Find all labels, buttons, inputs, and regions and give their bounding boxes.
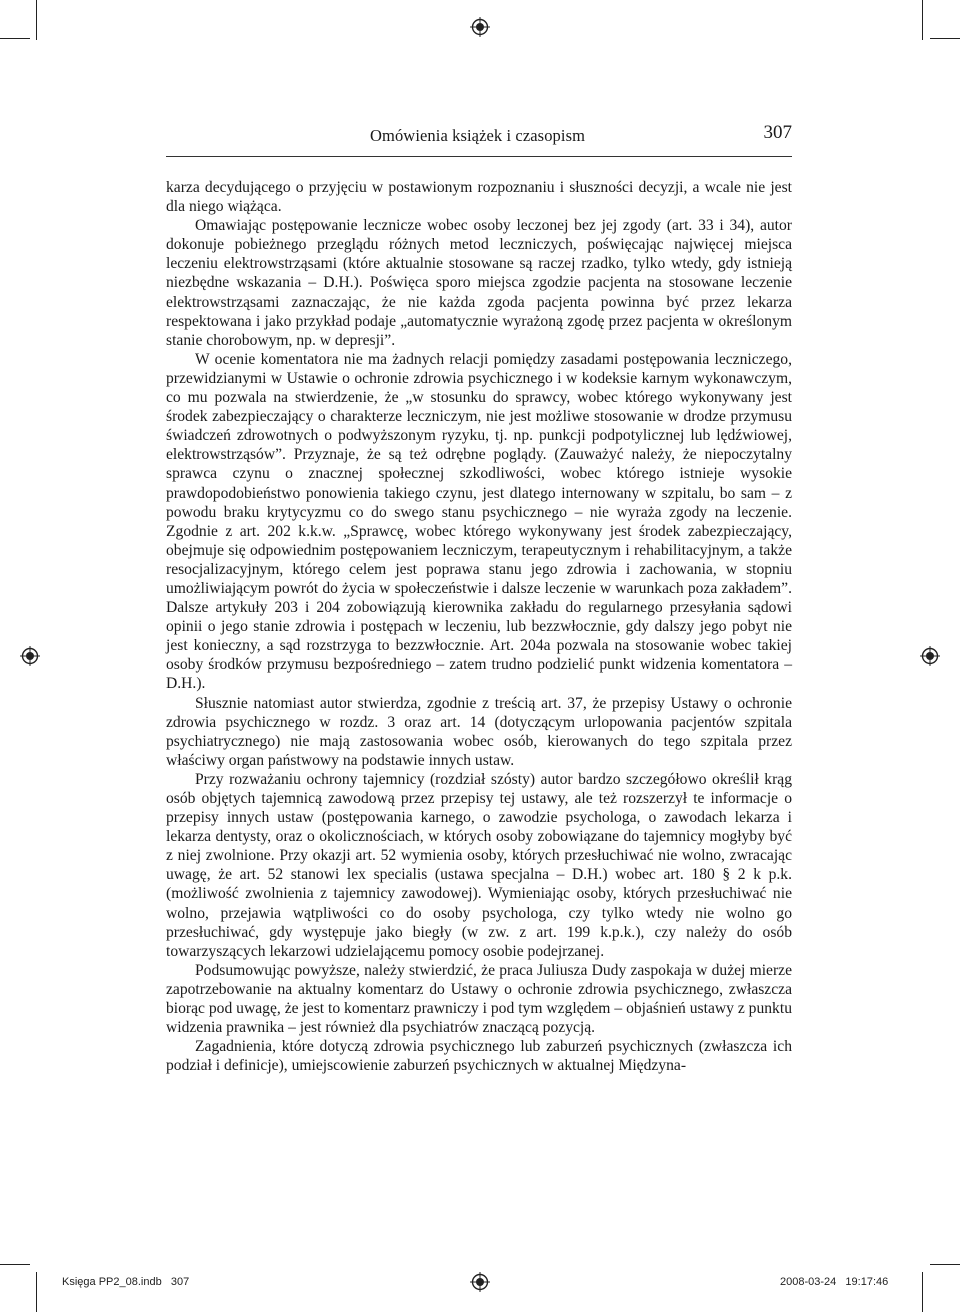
paragraph: Podsumowując powyższe, należy stwierdzić, że praca Juliusza Dudy zaspokaja w dużej mierze zapotrzebowanie na aktualny komentarz do Ustawy o ochronie zdrowia psychicznego, zwłaszcza biorąc pod uwagę, że jest to komentarz prawniczy i pod tym względem – objaśnień ustawy z punktu widzenia prawnika – jest również dla psychiatrów znaczącą pozycją.	[166, 961, 792, 1037]
crop-mark-top-right-horizontal	[930, 38, 960, 39]
paragraph: Omawiając postępowanie lecznicze wobec osoby leczonej bez jej zgody (art. 33 i 34), autor dokonuje pobieżnego przeglądu różnych metod leczniczych, poświęcając najwięcej miejsca leczeniu elektrowstrząsami (które aktualnie stosowane są raczej rzadko, tylko wtedy, gdy istnieją niezbędne wskazania – D.H.). Poświęca sporo miejsca zgodzie pacjenta na stosowane leczenie elektrowstrząsami zaznaczając, że nie każda zgoda pacjenta powinna być przez lekarza respektowana i jako przykład podaje „automatycznie wyrażoną zgodę przez pacjenta w określonym stanie chorobowym, np. w depresji”.	[166, 217, 792, 349]
paragraph: Słusznie natomiast autor stwierdza, zgodnie z treścią art. 37, że przepisy Ustawy o ochronie zdrowia psychicznego w rozdz. 3 oraz art. 14 (dotyczącym urlopowania pacjentów szpitala psychiatrycznego) nie mają zastosowania wobec osób, kierowanych do tego szpitala przez właściwy organ państwowy na podstawie innych ustaw.	[166, 694, 792, 769]
crop-mark-bottom-left-horizontal	[0, 1264, 30, 1265]
running-title: Omówienia książek i czasopism	[370, 126, 586, 145]
paragraph: Zagadnienia, które dotyczą zdrowia psychicznego lub zaburzeń psychicznych (zwłaszcza ich podział i definicje), umiejscowienie zaburzeń psychicznych w aktualnej Międzyna-	[166, 1038, 792, 1075]
registration-mark-icon	[920, 646, 940, 666]
article-body	[166, 178, 792, 1075]
registration-mark-icon	[470, 17, 490, 37]
paragraph: karza decydującego o przyjęciu w postawionym rozpoznaniu i słuszności decyzji, a wcale nie jest dla niego wiążąca.	[166, 179, 792, 216]
paragraph: W ocenie komentatora nie ma żadnych relacji pomiędzy zasadami postępowania leczniczego, przewidzianymi w Ustawie o ochronie zdrowia psychicznego i w kodeksie karnym wykonawczym, co mu pozwala na stwierdzenie, że „w stosunku do sprawcy, wobec którego wykonywany jest środek zabezpieczający o charakterze leczniczym, nie jest możliwe stosowanie w drodze przymusu świadczeń zdrowotnych o podwyższonym ryzyku, tj. np. punkcji podpotylicznej lub lędźwiowej, elektrowstrząsów”. Przyznaje, że są też odrębne poglądy. (Zauważyć należy, że niepoczytalny sprawca czynu o znacznej społecznej szkodliwości, wobec którego istnieje wysokie prawdopodobieństwo ponowienia takiego czynu, jest dlatego internowany w szpitalu, bo sam – z powodu braku krytycyzmu co do swego stanu psychicznego – nie wyraża zgody na leczenie. Zgodnie z art. 202 k.k.w. „Sprawcę, wobec którego wykonywany jest środek zabezpieczający, obejmuje się odpowiednim postępowaniem leczniczym, terapeutycznym i rehabilitacyjnym, a także resocjalizacyjnym, którego celem jest poprawa stanu jego zdrowia i zachowania, w stopniu umożliwiającym powrót do życia w społeczeństwie i dalsze leczenie w warunkach poza zakładem”. Dalsze artykuły 203 i 204 zobowiązują kierownika zakładu do regularnego przesyłania sądowi opinii o jego stanie zdrowia i postępach w leczeniu, lub bezzwłocznie, gdy dalszy jego pobyt nie jest konieczny, a sąd rozstrzyga to bezzwłocznie. Art. 204a pozwala na stosowanie wobec takiej osoby środków przymusu bezpośredniego – zatem trudno podzielić punkt widzenia komentatora – D.H.).	[166, 350, 792, 693]
printer-slug-left: Księga PP2_08.indb 307	[62, 1276, 190, 1288]
crop-mark-bottom-right-vertical	[922, 1272, 923, 1312]
page-number: 307	[763, 122, 792, 143]
registration-mark-icon	[470, 1272, 490, 1292]
crop-mark-bottom-right-horizontal	[930, 1264, 960, 1265]
paragraph: Przy rozważaniu ochrony tajemnicy (rozdział szósty) autor bardzo szczegółowo określił krąg osób objętych tajemnicą zawodową przez przepisy tej ustawy, ale też rozszerzył te informacje o przepisy innych ustaw (postępowania karnego, o zawodzie psychologa, o zawodach lekarza i lekarza dentysty, oraz o okolicznościach, w których osoby zobowiązane do tajemnicy mogłyby być z niej zwolnione. Przy okazji art. 52 wymienia osoby, których przesłuchiwać nie wolno, zwracając uwagę, że art. 52 stanowi lex specialis (ustawa specjalna – D.H.) wobec art. 180 § 2 k p.k.(możliwość zwolnienia z tajemnicy zawodowej). Wymieniając osoby, których przesłuchiwać nie wolno, przejawia wątpliwości co do osoby psychologa, czy tylko wtedy nie wolno go przesłuchiwać, gdy występuje jako biegły (w zw. z art. 199 k.p.k.), czy należy do osób towarzyszących lekarzowi udzielającemu pomocy osobie podejrzanej.	[166, 770, 792, 960]
crop-mark-top-left-vertical	[36, 0, 37, 40]
registration-mark-icon	[20, 646, 40, 666]
printer-slug-right: 2008-03-24 19:17:46	[780, 1276, 889, 1288]
crop-mark-top-left-horizontal	[0, 38, 30, 39]
crop-mark-bottom-left-vertical	[36, 1272, 37, 1312]
crop-mark-top-right-vertical	[922, 0, 923, 40]
running-header	[166, 122, 792, 157]
